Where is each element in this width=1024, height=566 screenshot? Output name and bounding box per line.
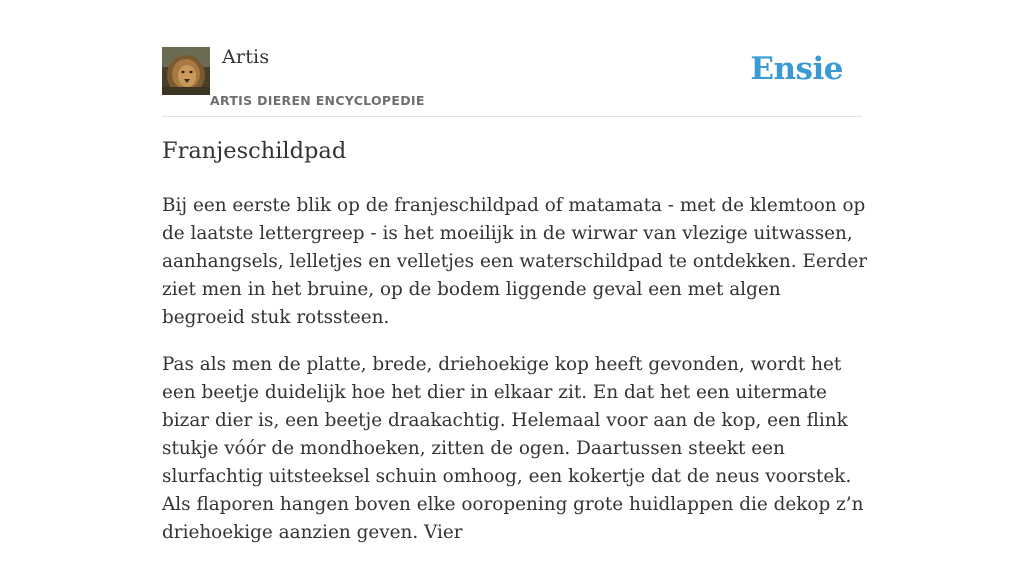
article-paragraph: Pas als men de platte, brede, driehoekige kop heeft gevonden, wordt het een beetje duidelijk hoe het dier in elkaar zit. En dat het een uitermate bizar dier is, een beetje draakachtig. Helemaal voor aan de kop, een flink stukje vóór de mondhoeken, zitten de ogen. Daartussen steekt een slurfachtig uitsteeksel schuin omhoog, een kokertje dat de neus voorstek. Als flaporen hangen boven elke ooropening grote huidlappen die dekop z’n driehoekige aanzien geven. Vier (162, 354, 864, 543)
author-name[interactable]: Artis (222, 46, 270, 68)
article-body (162, 192, 867, 566)
article-paragraph: Bij een eerste blik op de franjeschildpad of matamata - met de klemtoon op de laatste lettergreep - is het moeilijk in de wirwar van vlezige uitwassen, aanhangsels, lelletjes en velletjes een waterschildpad te ontdekken. Eerder ziet men in het bruine, op de bodem liggende geval een met algen begroeid stuk rotssteen. (162, 195, 867, 328)
author-subtitle: ARTIS DIEREN ENCYCLOPEDIE (210, 93, 425, 108)
article-title: Franjeschildpad (162, 138, 347, 164)
brand-logo[interactable]: Ensie (750, 51, 843, 87)
header (162, 46, 862, 117)
lion-avatar-icon[interactable] (162, 47, 210, 95)
